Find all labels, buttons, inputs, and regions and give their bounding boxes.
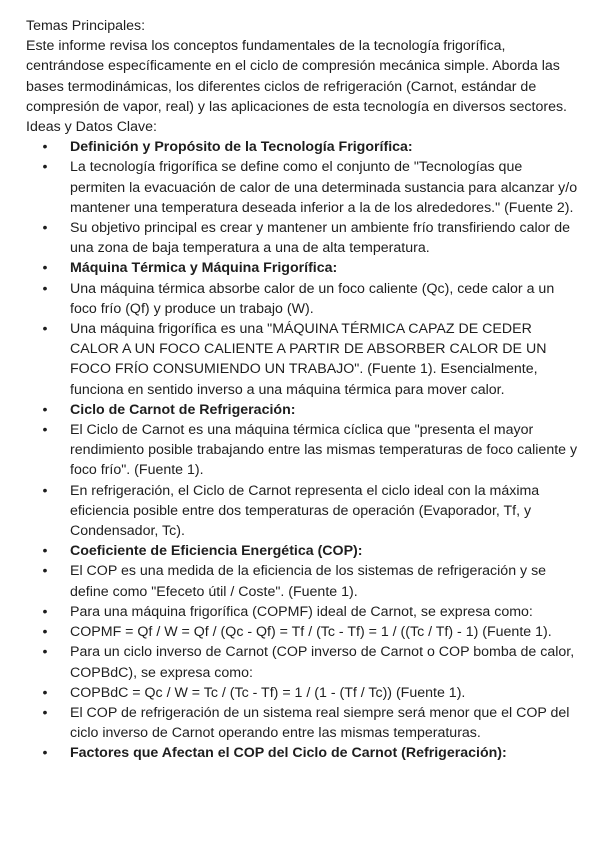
list-item xyxy=(26,561,578,601)
list-item xyxy=(26,157,578,218)
section-title-temas: Temas Principales: xyxy=(26,18,146,34)
list-subheading xyxy=(26,137,578,157)
bullet-icon: • xyxy=(42,139,48,156)
bullet-icon: • xyxy=(42,321,48,338)
bullet-icon: • xyxy=(42,260,48,277)
list-item xyxy=(26,279,578,319)
bullet-icon: • xyxy=(42,624,48,641)
list-item xyxy=(26,420,578,481)
list-item xyxy=(26,602,578,622)
list-subheading xyxy=(26,743,578,763)
bullet-icon: • xyxy=(42,644,48,661)
bullet-icon: • xyxy=(42,401,48,418)
list-item xyxy=(26,683,578,703)
list-item-text: Definición y Propósito de la Tecnología Frigorífica: xyxy=(70,139,413,156)
list-item-text: Una máquina térmica absorbe calor de un foco caliente (Qc), cede calor a un foco frío (Qf) y produce un trabajo (W). xyxy=(70,280,555,317)
list-item-text: Para una máquina frigorífica (COPMF) ideal de Carnot, se expresa como: xyxy=(70,603,533,620)
bullet-icon: • xyxy=(42,159,48,176)
bullet-icon: • xyxy=(42,280,48,297)
list-item-text: El COP de refrigeración de un sistema real siempre será menor que el COP del ciclo inverso de Carnot operando entre las mismas temperaturas. xyxy=(70,704,570,742)
list-item-text: COPBdC = Qc / W = Tc / (Tc - Tf) = 1 / (1 - (Tf / Tc)) (Fuente 1). xyxy=(70,684,466,701)
list-item-text: Una máquina frigorífica es una "MÁQUINA TÉRMICA CAPAZ DE CEDER CALOR A UN FOCO CALIENTE A PARTIR DE ABSORBER CALOR DE UN FOCO FRÍO CONSUMIENDO UN TRABAJO". (Fuente 1). Esencialmente, funciona en sentido inverso a una máquina térmica para mover calor. xyxy=(70,321,547,398)
list-subheading xyxy=(26,400,578,420)
bullet-icon: • xyxy=(42,220,48,237)
list-item-text: Su objetivo principal es crear y mantener un ambiente frío transfiriendo calor de una zona de baja temperatura a una de alta temperatura. xyxy=(70,220,570,257)
list-item-text: La tecnología frigorífica se define como el conjunto de "Tecnologías que permiten la evacuación de calor de una determinada sustancia para alcanzar y/o mantener una temperatura deseada inferior a la de los alrededores." (Fuente 2). xyxy=(70,159,578,216)
list-item xyxy=(26,218,578,258)
list-item-text: El Ciclo de Carnot es una máquina térmica cíclica que "presenta el mayor rendimiento posible trabajando entre las mismas temperaturas de foco caliente y foco frío". (Fuente 1). xyxy=(70,422,578,479)
list-item xyxy=(26,622,578,642)
bullet-icon: • xyxy=(42,543,48,560)
list-item xyxy=(26,703,578,743)
list-item-text: Ciclo de Carnot de Refrigeración: xyxy=(70,401,296,418)
list-item xyxy=(26,481,578,542)
list-item-text: Factores que Afectan el COP del Ciclo de Carnot (Refrigeración): xyxy=(70,745,507,762)
list-subheading xyxy=(26,258,578,278)
list-item-text: Máquina Térmica y Máquina Frigorífica: xyxy=(70,260,338,277)
list-subheading xyxy=(26,541,578,561)
list-item-text: Para un ciclo inverso de Carnot (COP inverso de Carnot o COP bomba de calor, COPBdC), se expresa como: xyxy=(70,644,575,681)
list-item-text: Coeficiente de Eficiencia Energética (COP): xyxy=(70,543,363,560)
key-ideas-list xyxy=(26,137,578,763)
bullet-icon: • xyxy=(42,684,48,701)
bullet-icon: • xyxy=(42,603,48,620)
list-item-text: En refrigeración, el Ciclo de Carnot representa el ciclo ideal con la máxima eficiencia posible entre dos temperaturas de operación (Evaporador, Tf, y Condensador, Tc). xyxy=(70,482,540,540)
bullet-icon: • xyxy=(42,563,48,580)
bullet-icon: • xyxy=(42,745,48,762)
bullet-icon: • xyxy=(42,422,48,439)
list-item-text: COPMF = Qf / W = Qf / (Qc - Qf) = Tf / (Tc - Tf) = 1 / ((Tc / Tf) - 1) (Fuente 1). xyxy=(70,624,552,641)
list-item-text: El COP es una medida de la eficiencia de los sistemas de refrigeración y se define como "Efeceto útil / Coste". (Fuente 1). xyxy=(70,563,547,600)
list-item xyxy=(26,319,578,400)
bullet-icon: • xyxy=(42,704,48,721)
section-title-ideas: Ideas y Datos Clave: xyxy=(26,119,157,136)
summary-paragraph: Este informe revisa los conceptos fundamentales de la tecnología frigorífica, centrándose específicamente en el ciclo de compresión mecánica simple. Aborda las bases termodinámicas, los diferentes ciclos de refrigeración (Carnot, estándar de compresión de vapor, real) y las aplicaciones de esta tecnología en diversos sectores. xyxy=(26,38,567,115)
list-item xyxy=(26,642,578,682)
bullet-icon: • xyxy=(42,482,48,499)
